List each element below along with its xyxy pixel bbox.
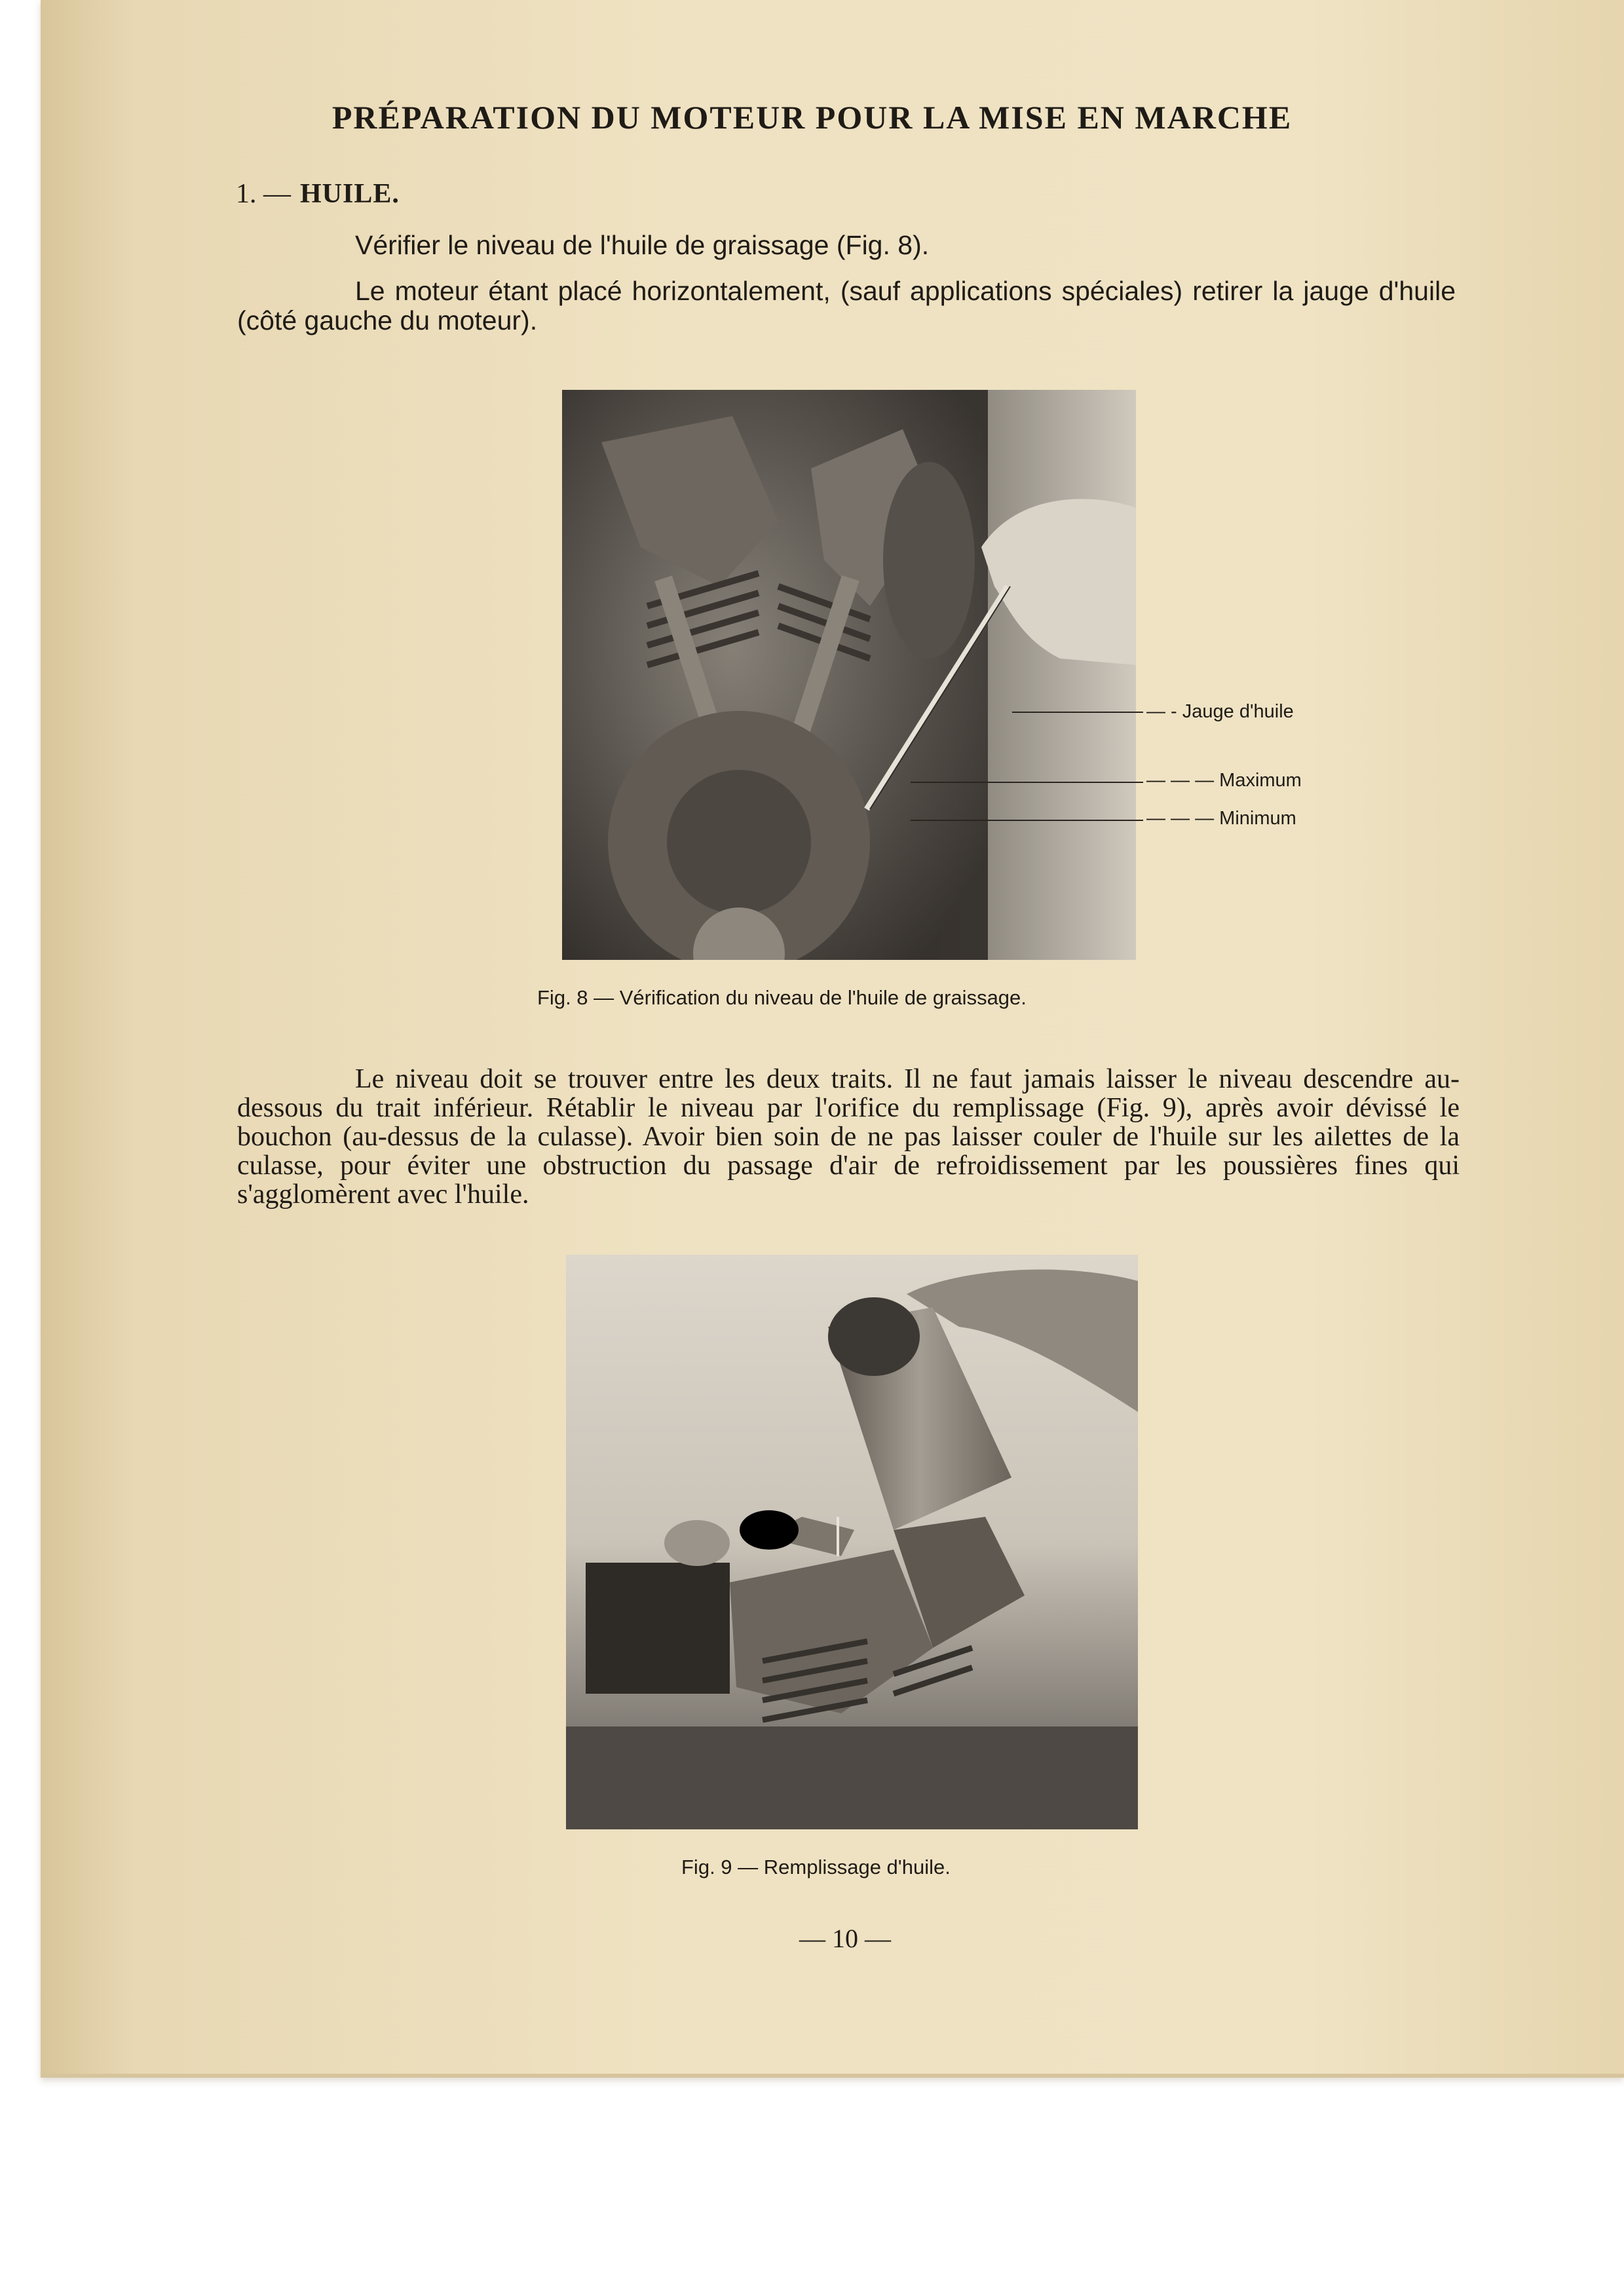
page-title: PRÉPARATION DU MOTEUR POUR LA MISE EN MARCHE [331,99,1293,136]
paragraph-remove-dipstick: Le moteur étant placé horizontalement, (sauf applications spéciales) retirer la jauge d'huile (côté gauche du moteur). [237,276,1456,335]
figure-9-caption: Fig. 9 — Remplissage d'huile. [681,1856,951,1878]
section-number: 1. — [236,179,291,209]
minimum-leader-line [911,820,1143,821]
maximum-leader-line [911,782,1143,783]
engine-dipstick-illustration [562,390,1136,960]
page-number: — 10 — [799,1924,891,1953]
paragraph-check-level: Vérifier le niveau de l'huile de graissage (Fig. 8). [355,230,930,260]
figure-8-caption: Fig. 8 — Vérification du niveau de l'huile de graissage. [537,986,1027,1009]
paragraph-level-instructions: Le niveau doit se trouver entre les deux traits. Il ne faut jamais laisser le niveau descendre au-dessous du trait inférieur. Rétablir le niveau par l'orifice du remplissage (Fig. 9), après avoir dévissé le bouchon (au-dessus de la culasse). Avoir bien soin de ne pas laisser couler de l'huile sur les ailettes de la culasse, pour éviter une obstruction du passage d'air de refroidissement par les poussières fines qui s'agglomèrent avec l'huile. [237,1064,1460,1210]
section-name: HUILE. [300,179,400,209]
callout-jauge: — - Jauge d'huile [1146,701,1294,722]
section-heading [236,178,400,210]
figure-8-photo [562,390,1136,960]
callout-minimum: — — — Minimum [1146,808,1296,829]
jauge-leader-line [1012,712,1143,713]
callout-maximum: — — — Maximum [1146,770,1302,791]
figure-9-photo [566,1255,1138,1829]
oil-filling-illustration [566,1255,1138,1829]
